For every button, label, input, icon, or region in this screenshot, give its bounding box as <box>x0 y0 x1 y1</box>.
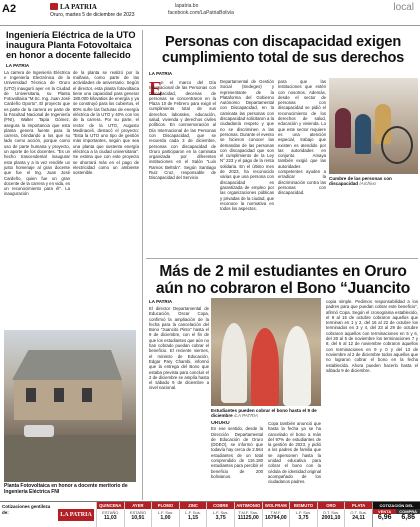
bottom-text-col2 <box>211 421 263 499</box>
bottom-text-col4: copia simple. Pedimos responsabilidad a los padres para que puedan cobrar este beneficio", afirmó Copa. Según el cronograma establecido, el 9 al 15 de octubre cobraron aquellos que terminan en 1 y 2, del 16 al 22 de octubre los terminados en 3 y 4, del 23 al 29 de octubre cobraron aquellos con terminaciones en 5 y 6, del 30 al 5 de noviembre los terminaciones 7 y 8, del 6 al 12 de noviembre cobraron aquellos con terminaciones en 9 y 0 y del 13 de noviembre al 2 de diciembre todos aquellos que no lograron cobrar el bono en la fecha establecida. Ahora pueden hacerlo hasta el sábado 9 de diciembre. <box>326 299 418 373</box>
quote-cell: ANTIMONIO T.M.F. Sus. 11125,00 <box>234 502 262 527</box>
top-headline: Personas con discapacidad exigen cumplimiento total de sus derechos <box>161 34 405 66</box>
bottom-text-col1: El director Departamental de Educación, Oscar Copa, confirmó la ampliación de la fecha para la cancelación del Bono "Juancito Pinto" hasta el 9 de diciembre, con el fin de que los estudiantes que aún no han cobrado puedan cobrar el beneficio. El reciente viernes, el ministro de Educación, Edgar Pary Chambi, informó que la entrega del Bono que estaba prevista para concluir el 2 de diciembre se amplía hasta el sábado 9 de diciembre a nivel nacional. <box>149 306 209 391</box>
students-photo <box>211 298 321 406</box>
quote-cell: ZINC L.F. Sus. 1,15 <box>179 502 207 527</box>
compra-value: 6,86 <box>401 514 415 521</box>
venta-value: 6,96 <box>377 514 392 521</box>
left-headline: Ingeniería Eléctrica de la UTO inaugura Planta Fotovoltaica en honor a docente fallecido <box>6 30 136 61</box>
quote-cell: AYER ESTAÑO 10,91 <box>124 502 152 527</box>
quote-cell: QUINCENA ESTAÑO 11,03 <box>96 502 124 527</box>
top-text-col1: n el marco del Día Internacional de las Personas con Discapacidad, decenas de personas se concentraron en la Plaza 10 de Febrero para exigir el cumplimiento total de sus derechos laborales, educación, salud, vivienda y derechos civiles políticos. En conmemoración al Día Internacional de las Personas con Discapacidad, que se recuerda cada 3 de diciembre, personas con discapacidad de Oruro participaron en la caminata organizada por diferentes instituciones en el Salón "Luis Ramos Beltrán". Según Santiago Ruiz Cruz, responsable de Discapacidad del Servicio <box>149 80 216 181</box>
quote-cell: PLOMO L.F. Sus. 1,00 <box>151 502 179 527</box>
bottom-headline: Más de 2 mil estudiantes en Oruro aún no cobraron el Bono “Juancito <box>155 263 411 297</box>
quote-cell: BISMUTO L.F. Sus. 3,75 <box>289 502 317 527</box>
quotes-footer <box>0 501 420 527</box>
left-text-col1: La carrera de Ingeniería Eléctrica e Ingeniería Electrónica de la Universidad Técnica de Oruro (UTO) inauguró ayer en la Ciudad de Universitaria, su Planta Fotovoltaica "M.Sc. Ing. Juan José Cardeño Oporto". El proyecto que es parte de la carrera es parte de la Facultad Nacional de Ingeniería (FNI), Walter Tapia Gómez, asegura la importancia que esta planta genera fuente para la carrera, brindando a los que su lado como acción, porque como uso de parte humana y proyecto, un aporte de los docentes. "Es un hecho trascendental inaugurar esta planta y a la vez rendirle un justo homenaje al gran docente que fue el Ing. Juan José Cardeño, quien fue un gran docente de la carrera y en vida, es un reconocimiento para él". La inauguración <box>4 69 70 197</box>
venta-label: VENTA <box>373 509 397 514</box>
footer-logo: LA PATRIA <box>56 502 96 527</box>
section-name: local <box>393 2 414 13</box>
dateline: ORURO <box>211 421 230 426</box>
newspaper-name: LA PATRIA <box>60 2 97 11</box>
quote-cell: WOLFRAM T.M.F. 16794,00 <box>262 502 290 527</box>
top-photo-caption: Cumbre de las personas con discapacidad /Archivo <box>329 176 392 187</box>
quote-cell: PLATA O.T. Sus. 24,11 <box>344 502 372 527</box>
compra-label: COMPRA <box>396 509 420 514</box>
bottom-text-col3: Copa también anunció que hasta la fecha ya se ha cancelado el bono a más del 97% de estudiantes de la gestión de 2023, y pidió a los padres de familia que se apersonen hasta la unidad educativa para cobrar el bono con la cédula de identidad original acompañado de los ciudadanos padres. <box>268 421 321 485</box>
page-number: A2 <box>2 3 17 15</box>
article-divider <box>146 258 418 259</box>
disability-march-photo <box>329 78 418 174</box>
bottom-photo-caption: Estudiantes pueden cobrar el bono hasta el 9 de diciembre /LA PATRIA <box>211 408 317 419</box>
issue-date: Oruro, martes 5 de diciembre de 2023 <box>50 12 135 18</box>
top-byline: LA PATRIA <box>149 71 173 76</box>
page-header <box>0 0 420 26</box>
top-text-col3: para que las instituciones que estén con nosotros. Además, desde el sector de personas con discapacidad se pidió el reconocimiento de los derechos de salud, educación y vivienda. Lo que este sector requiere es una atención especial, trabajo que existen es atendido por las autoridades en conjunto. Amaya también exigió que las autoridades competentes ayuden a erradicar la discriminación contra las personas con discapacidad. <box>278 79 326 196</box>
left-photo-caption: Planta Fotovoltaica en honor a docente meritorio de Ingeniería Eléctrica FNI <box>4 483 128 495</box>
social-url: facebook.com/LaPatriaBolivia <box>168 10 234 16</box>
bottom-byline: LA PATRIA <box>149 299 173 304</box>
site-url: lapatria.bo <box>175 3 199 9</box>
footer-label: Cotizaciones gentileza de: <box>2 504 51 515</box>
newspaper-logo <box>50 2 97 11</box>
column-divider <box>142 30 143 500</box>
quote-cell: ORO O.T. Sus. 2001,10 <box>317 502 345 527</box>
left-text-col2: de la planta se realizó por la mañana, como parte de las actividades de aniversario. Según el director, esta planta fotovoltaica tiene una capacidad para generar 180.000 kilovatios de energía y ya se construyó para los cubiertos, el 80% sufre las facturas de energía eléctrica de la UTO y 40% con los de la carrera. Por su parte, el rector de la UTO, Augusto Medinaceli, destacó el proyecto: "Esta la UTO uno tipo de gestión más importantes, según que sea una planta que sustenta energía eléctrica a la ciudad universitaria". Se estima que con este proyecto se ahorrará más en el pago de electricidad como un ambiente sostenible. <box>73 69 139 176</box>
dollar-quote: COTIZACIÓN DEL VENTA COMPRA 6,96 6,86 <box>372 502 420 527</box>
bottom-text-col2-body: En ese sentido, desde la Dirección Departamental de Educación de Oruro (DDEO), se informó que todavía hay cerca de 2.564 estudiantes de un total comprendido de 116.180 estudiantes para percibir el beneficio de 200 bolivianos. <box>211 426 263 479</box>
top-text-col2: Departamental de Gestión Social (Sedeges) y representante de la Plataforma del Gobierno Autónomo Departamental con Discapacidad, en la caminata las personas con discapacidad solicitaron a la ciudadanía respeto y que no se discriminen a las personas. Durante el evento se hicieron conocer las demandas de las personas con discapacidad que son el cumplimiento de la Ley N° 223 y el pago de la renta solidaria. En el último mes de 2023, ha reconocido varias que una persona con discapacidad es garantizada de empleo por las organizaciones públicas y privadas de la ciudad, que reconoce la normativa en todos los aspectos. <box>220 79 274 212</box>
left-byline: LA PATRIA <box>6 62 30 68</box>
drop-cap: E <box>149 78 163 100</box>
quote-cell: COBRE L.F. Sus. 3,75 <box>206 502 234 527</box>
solar-plant-photo <box>4 330 136 482</box>
logo-icon <box>50 3 58 10</box>
